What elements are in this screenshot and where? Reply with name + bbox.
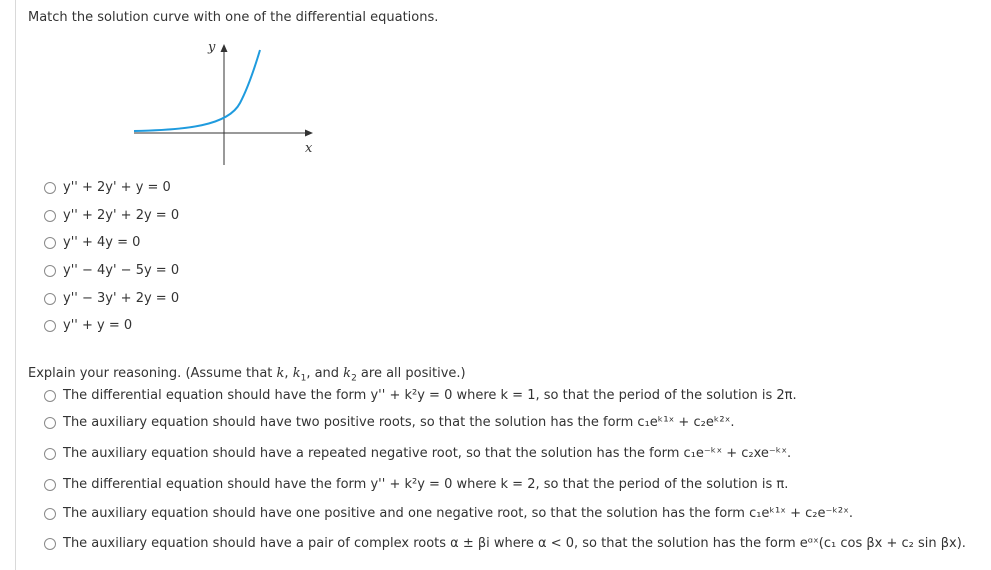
var-k: k [276, 366, 285, 381]
var-k1-subscript: 1 [300, 373, 307, 384]
reason-label: The auxiliary equation should have a repeated negative root, so that the solution has the form c₁e⁻ᵏˣ + c₂xe⁻ᵏˣ. [63, 446, 792, 461]
x-axis-label: x [305, 141, 313, 156]
reason-option-4[interactable] [44, 477, 788, 492]
reason-label: The differential equation should have the form y'' + k²y = 0 where k = 1, so that the period of the solution is 2π. [63, 388, 797, 403]
radio-button[interactable] [44, 417, 56, 429]
radio-button[interactable] [44, 390, 56, 402]
equation-label: y'' − 3y' + 2y = 0 [63, 291, 180, 306]
equation-option-4[interactable] [44, 263, 179, 278]
explain-prompt [28, 366, 466, 384]
equation-option-2[interactable] [44, 208, 179, 223]
radio-button[interactable] [44, 237, 56, 249]
reason-label: The differential equation should have the form y'' + k²y = 0 where k = 2, so that the period of the solution is π. [63, 477, 789, 492]
solution-curve-graph [0, 0, 340, 170]
reason-label: The auxiliary equation should have a pair of complex roots α ± βi where α < 0, so that the solution has the form eᵅˣ(c₁ cos βx + c₂ sin βx). [63, 536, 966, 551]
explain-prompt-end: are all positive.) [356, 366, 466, 381]
explain-sep-2: , and [306, 366, 344, 381]
solution-curve [134, 50, 260, 131]
equation-option-3[interactable] [44, 235, 140, 250]
var-k1: k [292, 366, 301, 381]
radio-button[interactable] [44, 538, 56, 550]
equation-label: y'' + 2y' + 2y = 0 [63, 208, 180, 223]
radio-button[interactable] [44, 508, 56, 520]
radio-button[interactable] [44, 182, 56, 194]
y-axis-label: y [208, 40, 216, 55]
radio-button[interactable] [44, 210, 56, 222]
equation-label: y'' + 4y = 0 [63, 235, 141, 250]
var-k2: k [343, 366, 352, 381]
x-axis-arrow-icon [305, 130, 313, 137]
radio-button[interactable] [44, 265, 56, 277]
equation-label: y'' + y = 0 [63, 318, 133, 333]
equation-label: y'' − 4y' − 5y = 0 [63, 263, 180, 278]
equation-option-6[interactable] [44, 318, 132, 333]
question-text: Match the solution curve with one of the differential equations. [28, 10, 439, 25]
var-k2-subscript: 2 [351, 373, 357, 384]
equation-option-1[interactable] [44, 180, 171, 195]
explain-sep-1: , [284, 366, 293, 381]
radio-button[interactable] [44, 320, 56, 332]
equation-option-5[interactable] [44, 291, 179, 306]
reason-option-6[interactable] [44, 536, 966, 551]
equation-label: y'' + 2y' + y = 0 [63, 180, 171, 195]
reason-option-2[interactable] [44, 415, 734, 430]
reason-option-5[interactable] [44, 506, 853, 521]
reason-label: The auxiliary equation should have one positive and one negative root, so that the solution has the form c₁eᵏ¹ˣ + c₂e⁻ᵏ²ˣ. [63, 506, 853, 521]
reason-option-1[interactable] [44, 388, 797, 403]
reason-label: The auxiliary equation should have two positive roots, so that the solution has the form c₁eᵏ¹ˣ + c₂eᵏ²ˣ. [63, 415, 735, 430]
y-axis-arrow-icon [221, 44, 228, 52]
radio-button[interactable] [44, 448, 56, 460]
explain-prompt-start: Explain your reasoning. (Assume that [28, 366, 277, 381]
radio-button[interactable] [44, 293, 56, 305]
radio-button[interactable] [44, 479, 56, 491]
reason-option-3[interactable] [44, 446, 791, 461]
